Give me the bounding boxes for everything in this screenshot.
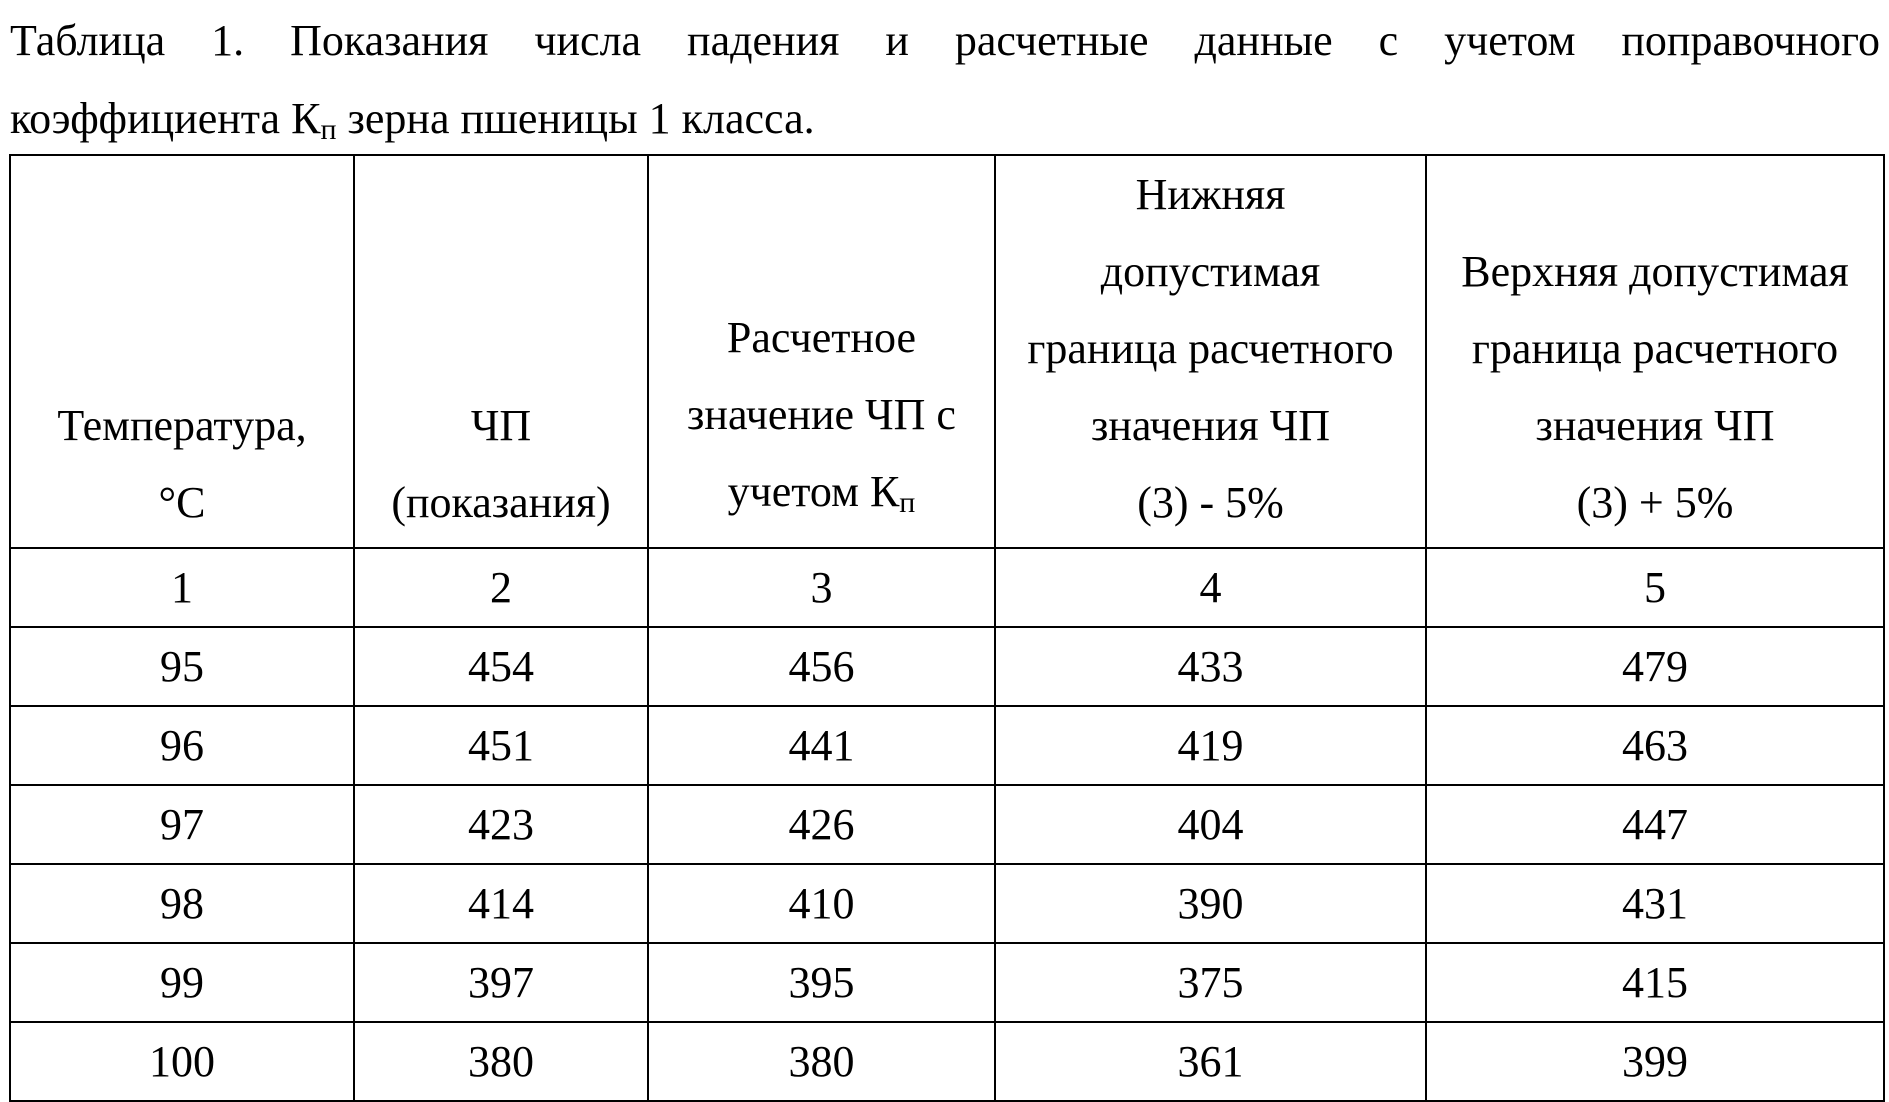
header-cell-lower-bound [995,155,1426,548]
table-cell: 441 [648,706,995,785]
header-line: Нижняя [1135,170,1286,219]
column-number-cell: 3 [648,548,995,627]
caption-word: числа [534,16,642,65]
header-line: (показания) [391,478,611,527]
table-cell: 399 [1426,1022,1884,1101]
table-cell: 99 [10,943,354,1022]
table-cell: 98 [10,864,354,943]
table-caption [10,2,1880,169]
table-cell: 451 [354,706,648,785]
header-line: допустимая [1100,247,1321,296]
column-number-cell: 1 [10,548,354,627]
table-cell: 463 [1426,706,1884,785]
table-cell: 404 [995,785,1426,864]
table-cell: 95 [10,627,354,706]
header-line [649,453,994,541]
table-cell: 454 [354,627,648,706]
column-number-cell: 5 [1426,548,1884,627]
table-row [10,627,1884,706]
table-cell: 419 [995,706,1426,785]
table-row [10,785,1884,864]
column-number-row [10,548,1884,627]
header-line: граница расчетного [1471,324,1839,373]
header-cell-temperature [10,155,354,548]
table-cell: 390 [995,864,1426,943]
table-row [10,943,1884,1022]
table-cell: 395 [648,943,995,1022]
header-line: значения ЧП [1090,401,1331,450]
header-line: ЧП [470,401,532,450]
header-line: Температура, [57,401,307,450]
table-cell: 380 [354,1022,648,1101]
table-row [10,706,1884,785]
header-row [10,155,1884,548]
header-cell-upper-bound [1426,155,1884,548]
table-cell: 397 [354,943,648,1022]
caption-subscript: п [320,113,337,146]
caption-word: данные [1194,16,1333,65]
caption-word: падения [687,16,840,65]
header-subscript: п [899,486,916,519]
caption-word: расчетные [954,16,1149,65]
table-cell: 410 [648,864,995,943]
table-cell: 433 [995,627,1426,706]
caption-word: с [1378,16,1399,65]
header-cell-calculated [648,155,995,548]
table-cell: 361 [995,1022,1426,1101]
table-cell: 479 [1426,627,1884,706]
caption-line-2-prefix: коэффициента К [10,94,321,143]
caption-word: Показания [290,16,489,65]
caption-line-2-suffix: зерна пшеницы 1 класса. [336,94,815,143]
table-cell: 423 [354,785,648,864]
caption-word: Таблица [10,16,166,65]
table-cell: 447 [1426,785,1884,864]
column-number-cell: 2 [354,548,648,627]
table-row [10,864,1884,943]
column-number-cell: 4 [995,548,1426,627]
header-line: (3) - 5% [1137,478,1284,527]
header-line: значения ЧП [1535,401,1775,450]
table-row [10,1022,1884,1101]
falling-number-table [9,154,1885,1102]
table-cell: 96 [10,706,354,785]
table-cell: 414 [354,864,648,943]
table-cell: 415 [1426,943,1884,1022]
table-cell: 426 [648,785,995,864]
table-body [10,155,1884,1101]
header-line-prefix: учетом К [727,467,900,516]
caption-line-1 [10,2,1880,80]
table-cell: 97 [10,785,354,864]
header-line: Расчетное [726,313,917,362]
table-cell: 456 [648,627,995,706]
caption-word: 1. [211,16,245,65]
header-line: (3) + 5% [1576,478,1734,527]
header-line: Верхняя допустимая [1461,247,1849,296]
header-cell-readings [354,155,648,548]
caption-word: и [885,16,909,65]
table-cell: 375 [995,943,1426,1022]
caption-word: поправочного [1621,16,1880,65]
table-cell: 431 [1426,864,1884,943]
header-line: °С [158,478,206,527]
header-line: граница расчетного [1027,324,1394,373]
caption-word: учетом [1444,16,1576,65]
table-cell: 100 [10,1022,354,1101]
table-cell: 380 [648,1022,995,1101]
header-line: значение ЧП с [687,390,956,439]
